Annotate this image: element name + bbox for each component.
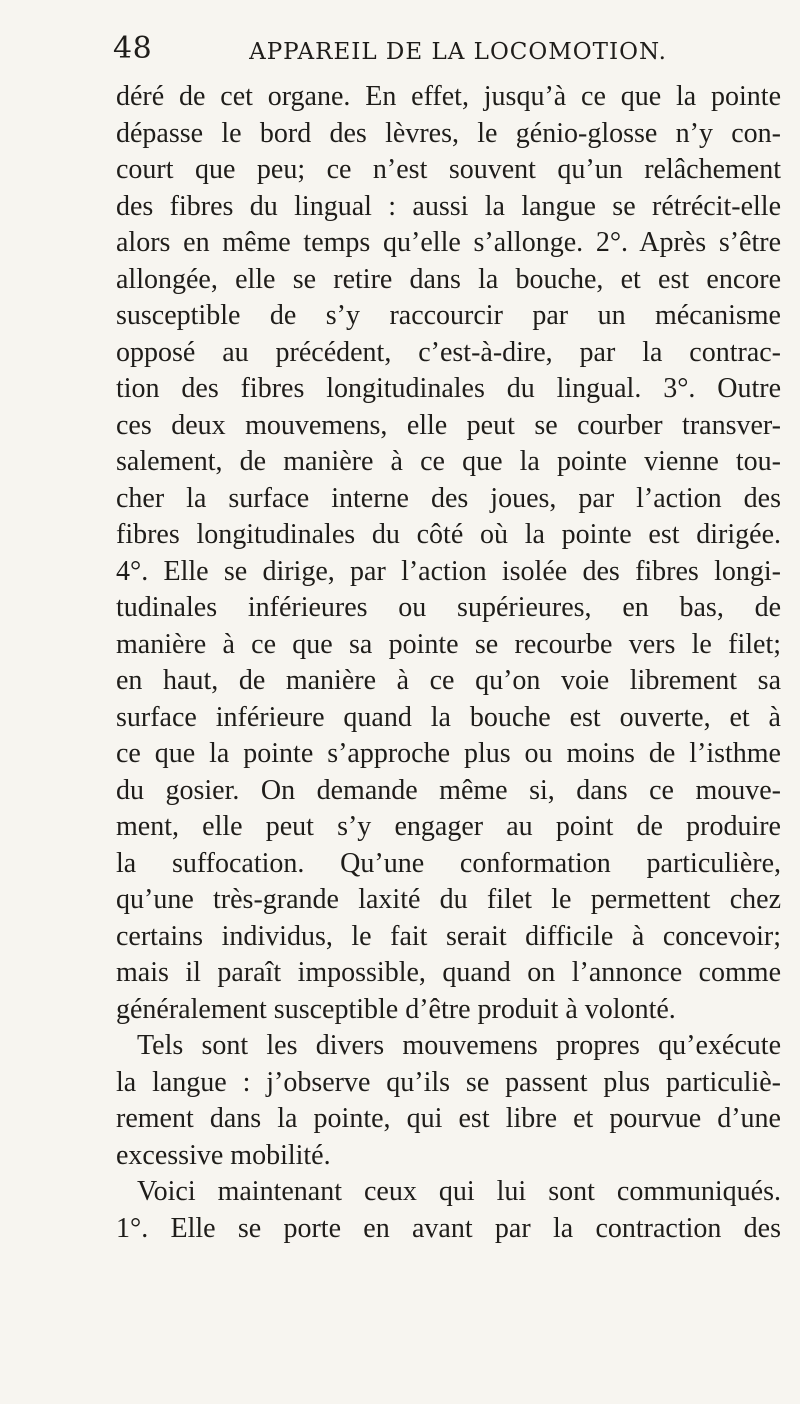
text-line: tudinales inférieures ou supérieures, en bas, de [116,592,781,623]
text-line: 1°. Elle se porte en avant par la contraction des [116,1212,781,1244]
text-line: ment, elle peut s’y engager au point de produire [116,811,781,842]
text-line: ces deux mouvemens, elle peut se courber transver- [116,409,781,441]
text-line: cher la surface interne des joues, par l’action des [116,482,781,514]
text-line: 4°. Elle se dirige, par l’action isolée des fibres longi- [116,555,781,587]
text-line: la langue : j’observe qu’ils se passent plus particuliè- [116,1066,781,1098]
text-line: surface inférieure quand la bouche est ouverte, et à [116,701,781,733]
text-line: généralement susceptible d’être produit à volonté. [116,993,676,1025]
text-line: opposé au précédent, c’est-à-dire, par la contrac- [116,336,781,368]
text-line: salement, de manière à ce que la pointe vienne tou- [116,446,781,477]
page-number: 48 [113,31,153,66]
text-line: manière à ce que sa pointe se recourbe vers le filet; [116,628,781,660]
text-line: fibres longitudinales du côté où la pointe est dirigée. [116,519,781,550]
text-line: rement dans la pointe, qui est libre et pourvue d’une [116,1103,781,1134]
text-line: court que peu; ce n’est souvent qu’un relâchement [116,154,781,185]
text-line: qu’une très-grande laxité du filet le permettent chez [116,884,781,915]
text-line: tion des fibres longitudinales du lingual. 3°. Outre [116,373,781,404]
page-header [113,31,773,74]
text-line: allongée, elle se retire dans la bouche, et est encore [116,263,781,295]
text-line: du gosier. On demande même si, dans ce mouve- [116,774,781,806]
text-line: Tels sont les divers mouvemens propres qu’exécute [137,1030,781,1061]
text-line: excessive mobilité. [116,1139,331,1171]
text-line: certains individus, le fait serait difficile à concevoir; [116,920,781,952]
text-line: alors en même temps qu’elle s’allonge. 2°. Après s’être [116,227,781,258]
text-line: la suffocation. Qu’une conformation particulière, [116,847,781,879]
text-line: en haut, de manière à ce qu’on voie librement sa [116,665,781,696]
text-line: Voici maintenant ceux qui lui sont communiqués. [137,1176,781,1207]
text-line: ce que la pointe s’approche plus ou moins de l’isthme [116,738,781,769]
running-head: APPAREIL DE LA LOCOMOTION. [249,39,667,65]
body-text [116,79,781,1247]
text-line: des fibres du lingual : aussi la langue se rétrécit-elle [116,190,781,222]
text-line: mais il paraît impossible, quand on l’annonce comme [116,957,781,988]
text-line: susceptible de s’y raccourcir par un mécanisme [116,300,781,331]
text-line: dépasse le bord des lèvres, le génio-glosse n’y con- [116,117,781,149]
text-line: déré de cet organe. En effet, jusqu’à ce que la pointe [116,81,781,112]
